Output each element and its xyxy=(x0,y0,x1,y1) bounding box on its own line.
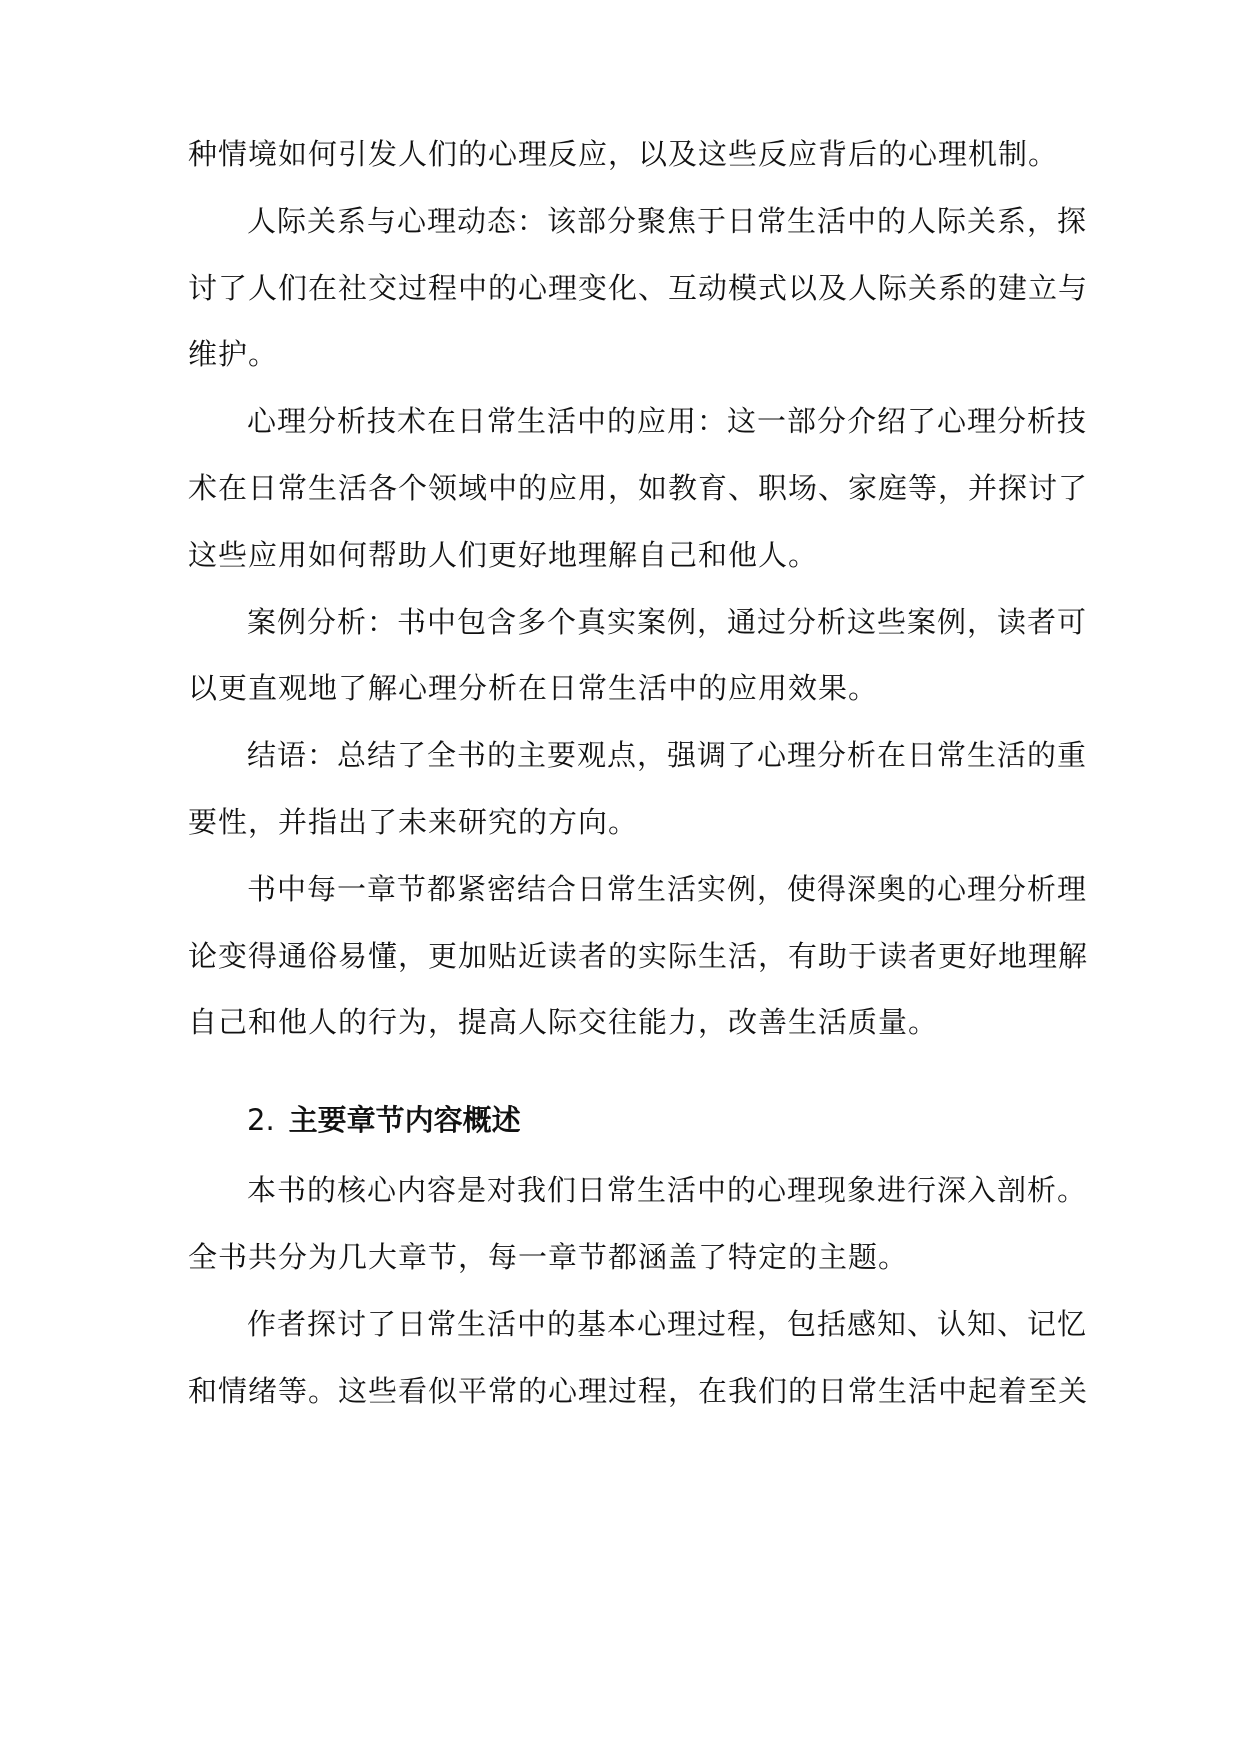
paragraph-start-line: 人际关系与心理动态：该部分聚焦于日常生活中的人际关系，探 xyxy=(247,204,1088,238)
text-line: 论变得通俗易懂，更加贴近读者的实际生活，有助于读者更好地理解 xyxy=(188,939,1089,973)
text-line: 自己和他人的行为，提高人际交往能力，改善生活质量。 xyxy=(188,1005,939,1039)
text-line: 讨了人们在社交过程中的心理变化、互动模式以及人际关系的建立与 xyxy=(188,271,1089,305)
text-line: 要性，并指出了未来研究的方向。 xyxy=(188,805,639,839)
paragraph-start-line: 结语：总结了全书的主要观点，强调了心理分析在日常生活的重 xyxy=(247,738,1088,772)
text-line: 术在日常生活各个领域中的应用，如教育、职场、家庭等，并探讨了 xyxy=(188,471,1089,505)
text-line: 和情绪等。这些看似平常的心理过程，在我们的日常生活中起着至关 xyxy=(188,1374,1089,1408)
section-heading xyxy=(247,1100,521,1140)
section-number: 2. xyxy=(247,1103,275,1137)
text-line: 这些应用如何帮助人们更好地理解自己和他人。 xyxy=(188,538,819,572)
paragraph-start-line: 心理分析技术在日常生活中的应用：这一部分介绍了心理分析技 xyxy=(247,404,1088,438)
text-line: 种情境如何引发人们的心理反应，以及这些反应背后的心理机制。 xyxy=(188,137,1059,171)
text-line: 以更直观地了解心理分析在日常生活中的应用效果。 xyxy=(188,671,879,705)
paragraph-start-line: 书中每一章节都紧密结合日常生活实例，使得深奥的心理分析理 xyxy=(247,872,1088,906)
text-line: 维护。 xyxy=(188,337,279,371)
paragraph-start-line: 作者探讨了日常生活中的基本心理过程，包括感知、认知、记忆 xyxy=(247,1307,1088,1341)
text-line: 全书共分为几大章节，每一章节都涵盖了特定的主题。 xyxy=(188,1240,909,1274)
section-title: 主要章节内容概述 xyxy=(288,1103,521,1137)
paragraph-start-line: 本书的核心内容是对我们日常生活中的心理现象进行深入剖析。 xyxy=(247,1173,1088,1207)
paragraph-start-line: 案例分析：书中包含多个真实案例，通过分析这些案例，读者可 xyxy=(247,605,1088,639)
